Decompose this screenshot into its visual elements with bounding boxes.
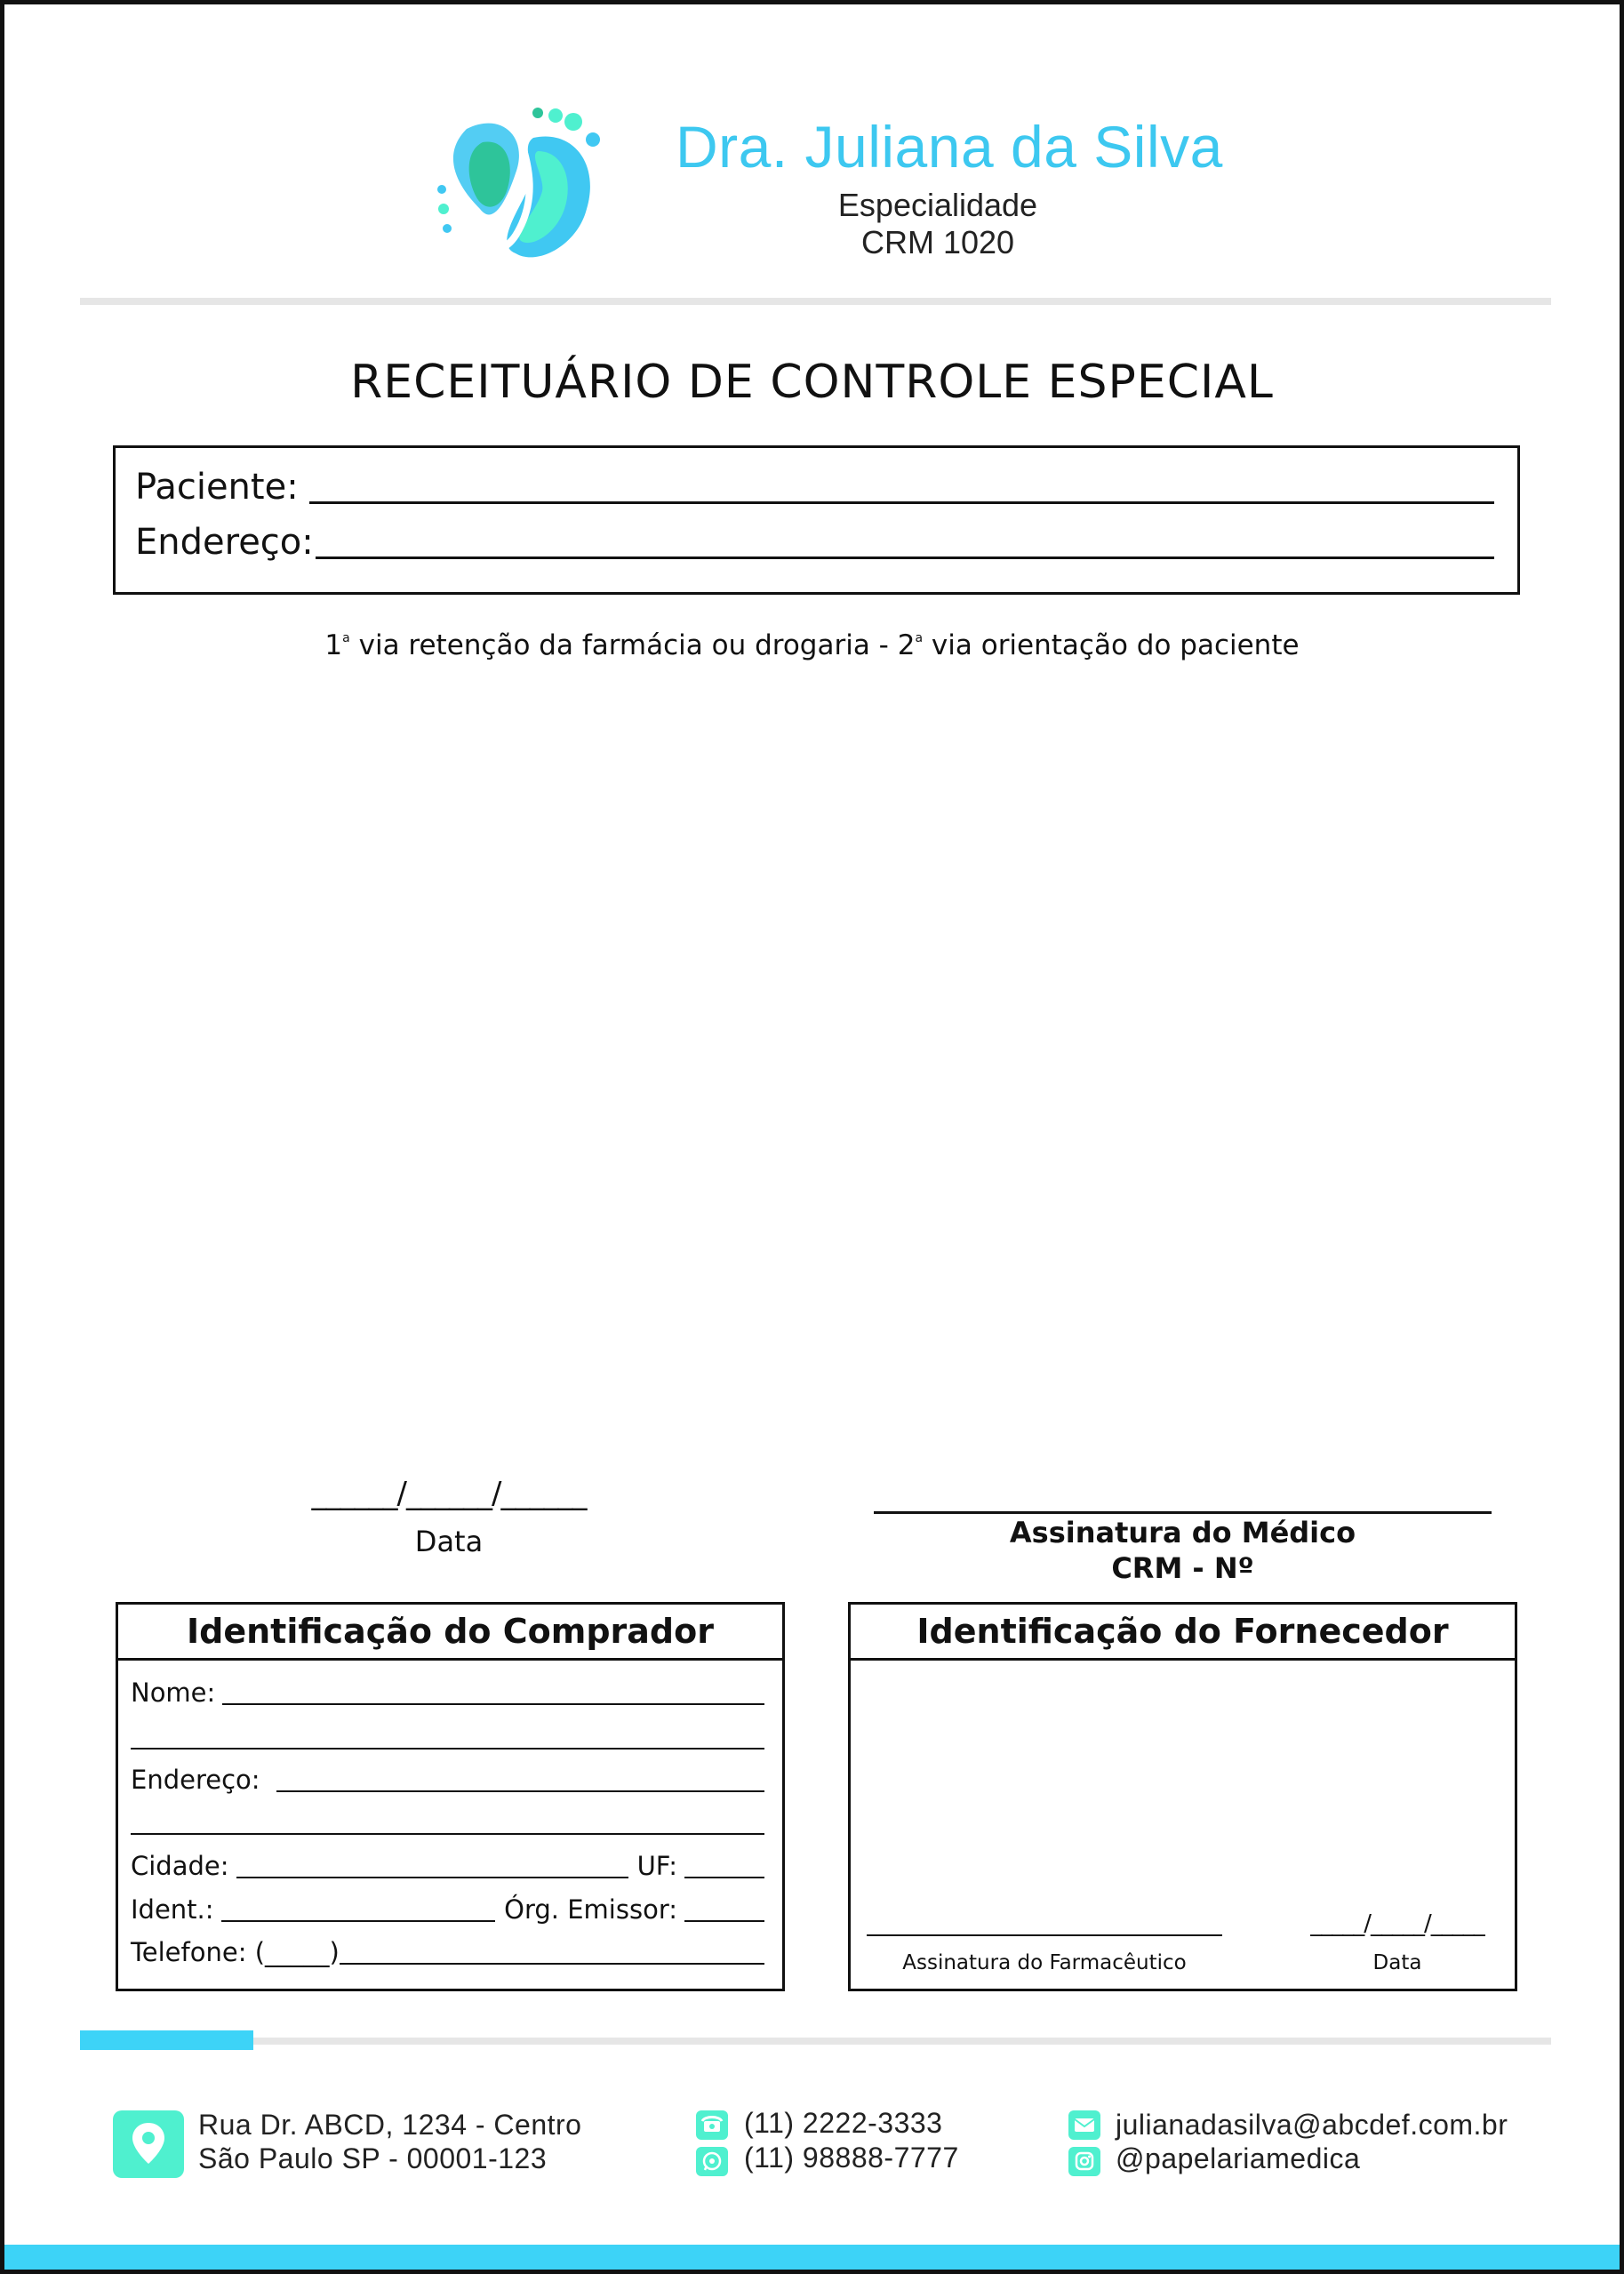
pharmacist-signature-line[interactable]: [867, 1934, 1222, 1936]
date-label: Data: [414, 1525, 484, 1558]
doctor-crm: CRM 1020: [860, 224, 1015, 260]
buyer-name-field-2[interactable]: [131, 1721, 764, 1750]
patient-box: [113, 445, 1520, 595]
copy-2-text: via orientação do paciente: [923, 629, 1300, 661]
patient-name-field[interactable]: [309, 466, 1494, 504]
supplier-box: [848, 1602, 1517, 1991]
bottom-brand-bar: [4, 2245, 1620, 2274]
email-icon: [1068, 2110, 1100, 2140]
buyer-name-row[interactable]: [131, 1676, 764, 1708]
buyer-name-label: Nome:: [131, 1677, 216, 1708]
patient-address-label: Endereço:: [135, 522, 314, 563]
buyer-ident-field[interactable]: [221, 1894, 496, 1922]
supplier-date-field[interactable]: _____/_____/_____: [1310, 1910, 1484, 1937]
supplier-title: Identificação do Fornecedor: [851, 1605, 1515, 1661]
date-field[interactable]: ______/______/______: [311, 1476, 587, 1511]
buyer-title: Identificação do Comprador: [118, 1605, 782, 1661]
buyer-city-label: Cidade:: [131, 1851, 229, 1881]
doctor-signature-line[interactable]: [874, 1511, 1492, 1514]
buyer-address-field-2[interactable]: [131, 1806, 764, 1835]
buyer-box: [116, 1602, 785, 1991]
buyer-name-field[interactable]: [222, 1677, 764, 1705]
doctor-name: Dra. Juliana da Silva: [676, 114, 1223, 180]
whatsapp-icon: [696, 2147, 728, 2176]
buyer-phone-row[interactable]: [131, 1935, 764, 1967]
doctor-crm-label: CRM - Nº: [1111, 1551, 1254, 1585]
buyer-phone-label: Telefone: (_____): [131, 1937, 340, 1967]
buyer-uf-field[interactable]: [684, 1850, 764, 1878]
copy-1-number: 1: [324, 629, 343, 661]
buyer-address-label: Endereço:: [131, 1765, 260, 1795]
footer-whatsapp: (11) 98888-7777: [744, 2142, 959, 2174]
copy-2-number: 2: [897, 629, 916, 661]
buyer-address-field[interactable]: [276, 1764, 764, 1792]
buyer-city-field[interactable]: [236, 1850, 628, 1878]
doctor-signature-label: Assinatura do Médico: [1009, 1516, 1356, 1549]
footer-address-line2: São Paulo SP - 00001-123: [198, 2142, 548, 2174]
supplier-date-label: Data: [1372, 1951, 1422, 1974]
patient-name-label: Paciente:: [135, 467, 299, 508]
footer-address-line1: Rua Dr. ABCD, 1234 - Centro: [198, 2109, 582, 2141]
footer-phone: (11) 2222-3333: [744, 2107, 943, 2139]
buyer-name-row-2[interactable]: [131, 1720, 764, 1752]
buyer-phone-field[interactable]: [340, 1936, 764, 1965]
buyer-address-row[interactable]: [131, 1763, 764, 1795]
instagram-icon: [1068, 2147, 1100, 2176]
buyer-ident-label: Ident.:: [131, 1894, 214, 1925]
copy-2-ordinal: a: [915, 631, 924, 645]
copies-note: [4, 629, 1620, 661]
buyer-issuer-field[interactable]: [684, 1894, 764, 1922]
patient-address-row[interactable]: [135, 521, 1494, 563]
copy-1-text: via retenção da farmácia ou drogaria -: [349, 629, 898, 661]
buyer-uf-label: UF:: [636, 1851, 677, 1881]
foot-logo-icon: [431, 102, 627, 280]
page-title: RECEITUÁRIO DE CONTROLE ESPECIAL: [350, 356, 1274, 409]
copy-1-ordinal: a: [342, 631, 350, 645]
footer-divider: [80, 2038, 1551, 2045]
phone-icon: [696, 2110, 728, 2140]
patient-address-field[interactable]: [316, 521, 1494, 559]
buyer-address-row-2[interactable]: [131, 1806, 764, 1838]
patient-name-row[interactable]: [135, 466, 1494, 508]
doctor-specialty: Especialidade: [837, 187, 1038, 223]
buyer-city-row[interactable]: [131, 1849, 764, 1881]
footer-instagram: @papelariamedica: [1116, 2142, 1361, 2174]
location-pin-icon: [113, 2110, 184, 2178]
header-divider: [80, 298, 1551, 305]
footer-email: julianadasilva@abcdef.com.br: [1116, 2109, 1508, 2141]
buyer-ident-row[interactable]: [131, 1893, 764, 1925]
buyer-issuer-label: Órg. Emissor:: [504, 1894, 677, 1925]
pharmacist-signature-label: Assinatura do Farmacêutico: [902, 1951, 1187, 1974]
footer-divider-accent: [80, 2030, 253, 2050]
